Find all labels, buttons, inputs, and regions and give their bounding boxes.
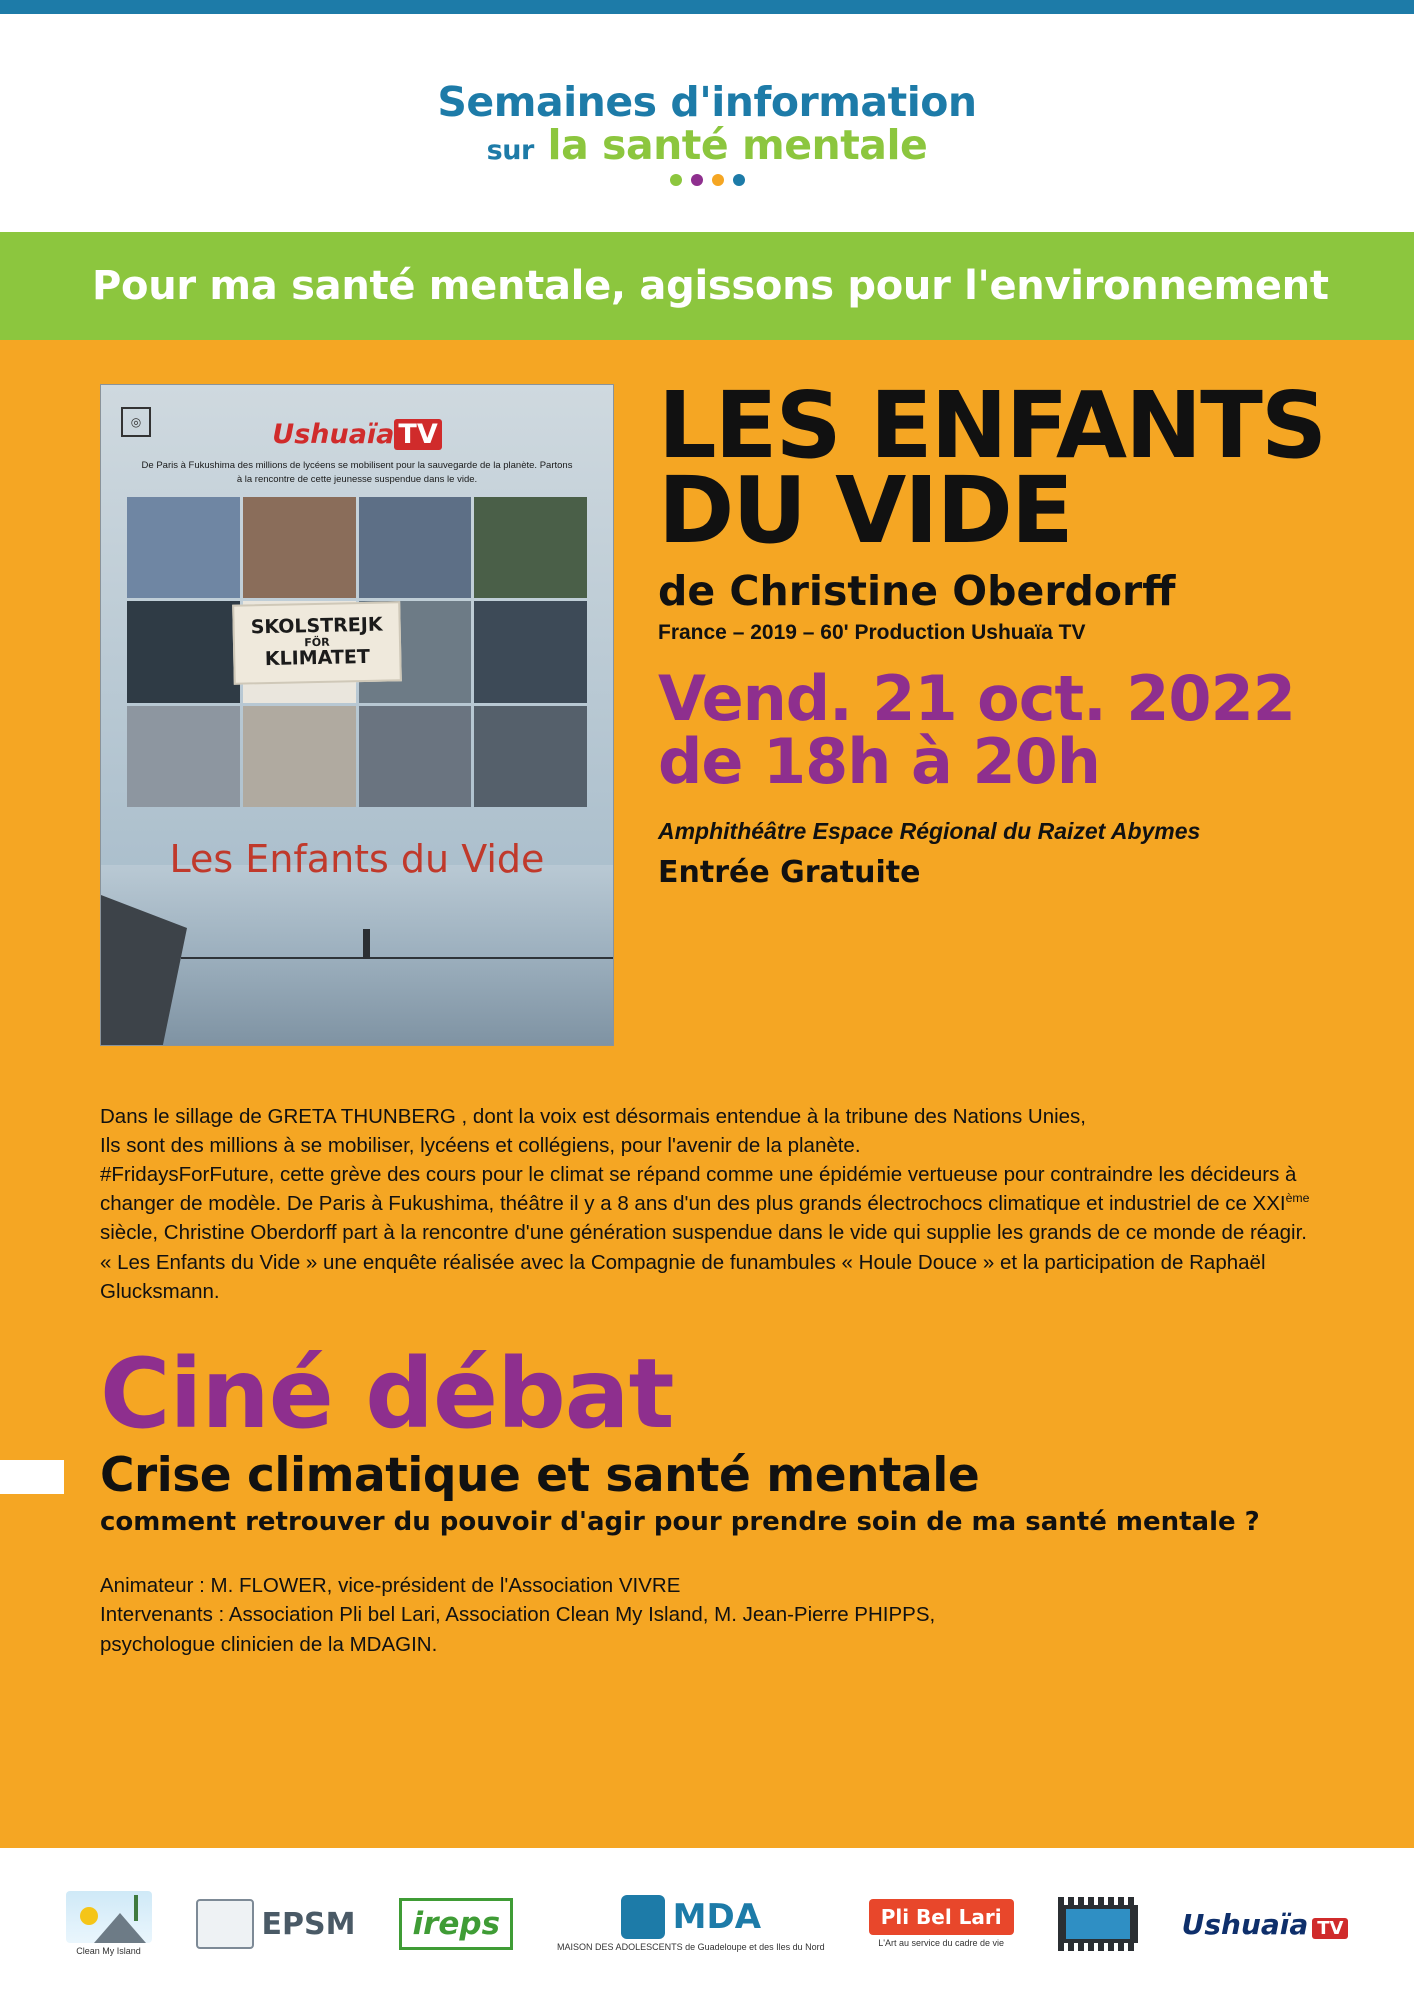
rating-square-icon: ◎	[121, 407, 151, 437]
logo-mda	[557, 1895, 825, 1953]
main-content	[0, 340, 1414, 2000]
collage-tile	[359, 706, 472, 807]
dvd-channel-logo	[101, 419, 613, 450]
synopsis-text	[100, 1102, 1314, 1306]
sism-logo-band	[0, 36, 1414, 232]
ireps-name: ireps	[412, 1906, 501, 1942]
debate-host: Animateur : M. FLOWER, vice-président de l'Association VIVRE	[100, 1573, 681, 1597]
logo-pli-bel-lari	[869, 1899, 1014, 1949]
event-time-line: de 18h à 20h	[658, 725, 1100, 799]
film-title-line1: LES ENFANTS	[658, 372, 1326, 479]
epsm-name: EPSM	[261, 1906, 356, 1942]
event-date-line1: Vend. 21 oct. 2022	[658, 662, 1295, 736]
dvd-seascape	[101, 865, 613, 1045]
sism-logo-sur: sur	[486, 135, 534, 166]
synopsis-paragraph4: « Les Enfants du Vide » une enquête réalisée avec la Compagnie de funambules « Houle Douce » et la participation de Raphaël Glucksmann.	[100, 1250, 1266, 1303]
film-title-line2: DU VIDE	[658, 456, 1072, 564]
partner-logos-footer	[0, 1848, 1414, 2000]
debate-subtitle: Crise climatique et santé mentale	[100, 1447, 980, 1503]
protest-sign	[232, 601, 402, 685]
funambulist-figure	[363, 929, 370, 959]
synopsis-line2: Ils sont des millions à se mobiliser, lycéens et collégiens, pour l'avenir de la planète.	[100, 1134, 861, 1158]
film-row	[0, 340, 1414, 1046]
collage-tile	[359, 497, 472, 598]
dvd-cover-image	[100, 384, 614, 1046]
ushuaia-footer-name: Ushuaïa	[1181, 1907, 1309, 1941]
epsm-lockup	[196, 1899, 356, 1949]
debate-heading: Ciné débat	[100, 1337, 674, 1450]
mountain-icon	[94, 1913, 146, 1943]
logo-epsm	[196, 1899, 356, 1949]
collage-tile	[243, 706, 356, 807]
mda-lockup	[621, 1895, 761, 1939]
pli-bel-lari-name: Pli Bel Lari	[869, 1899, 1014, 1935]
dot-orange-icon	[712, 174, 724, 186]
ushuaia-footer-logo	[1182, 1908, 1349, 1941]
dot-blue-icon	[733, 174, 745, 186]
mda-mark-icon	[621, 1895, 665, 1939]
logo-toffe-festival	[1058, 1897, 1138, 1951]
slogan-text: Pour ma santé mentale, agissons pour l'environnement	[92, 263, 1329, 309]
ireps-box	[399, 1898, 513, 1950]
event-date	[658, 662, 1368, 799]
sign-line3: KLIMATET	[264, 645, 370, 670]
logo-caption: Clean My Island	[76, 1946, 141, 1957]
collage-tile	[127, 706, 240, 807]
palm-icon	[134, 1895, 138, 1921]
debate-speakers-line2: psychologue clinicien de la MDAGIN.	[100, 1633, 438, 1657]
logo-clean-my-island	[66, 1891, 152, 1957]
pli-bel-lari-caption: L'Art au service du cadre de vie	[878, 1938, 1005, 1949]
epsm-mark-icon	[196, 1899, 254, 1949]
film-strip-icon	[1058, 1897, 1138, 1951]
slogan-banner	[0, 232, 1414, 340]
tightrope-line	[181, 957, 613, 959]
sign-line2: FÖR	[304, 635, 330, 650]
synopsis-p3-part2: siècle, Christine Oberdorff part à la rencontre d'une génération suspendue dans le vide qui supplie les grands de ce monde de réagir.	[100, 1221, 1307, 1245]
dvd-cover-title: Les Enfants du Vide	[169, 837, 545, 881]
dvd-tagline: De Paris à Fukushima des millions de lycéens se mobilisent pour la sauvegarde de la planète. Partons à la rencontre de cette jeunesse suspendue dans le vide.	[141, 460, 573, 486]
collage-tile	[243, 497, 356, 598]
logo-ireps	[399, 1898, 513, 1950]
collage-tile	[474, 497, 587, 598]
logo-ushuaia-tv	[1182, 1908, 1349, 1941]
sism-logo-sante-mentale: la santé mentale	[547, 121, 928, 169]
film-details	[658, 372, 1414, 1046]
decor-white-tick	[0, 1460, 64, 1494]
ushuaia-footer-tv: TV	[1312, 1918, 1348, 1939]
logo-dots	[437, 174, 976, 186]
collage-tile	[474, 601, 587, 702]
sism-logo-line2	[437, 121, 976, 169]
dvd-channel-tv: TV	[394, 419, 441, 450]
collage-tile	[127, 497, 240, 598]
sism-logo-line1: Semaines d'information	[437, 78, 977, 126]
film-director: de Christine Oberdorff	[658, 567, 1176, 616]
film-title	[658, 372, 1368, 564]
film-production-info: France – 2019 – 60' Production Ushuaïa TV	[658, 621, 1086, 645]
synopsis-p3-part1: #FridaysForFuture, cette grève des cours pour le climat se répand comme une épidémie vertueuse pour contraindre les décideurs à changer de modèle. De Paris à Fukushima, théâtre il y a 8 ans d'un des plus grands électrochocs climatique et industriel de ce XXI	[100, 1163, 1297, 1216]
sign-line1: SKOLSTREJK	[250, 613, 383, 639]
debate-credits	[100, 1571, 1414, 1660]
mda-caption: MAISON DES ADOLESCENTS de Guadeloupe et des Iles du Nord	[557, 1942, 825, 1953]
event-venue: Amphithéâtre Espace Régional du Raizet Abymes	[658, 817, 1201, 844]
top-blue-bar	[0, 0, 1414, 36]
cliff-shape	[101, 895, 187, 1045]
synopsis-paragraph3	[100, 1160, 1314, 1247]
sism-logo	[437, 78, 977, 186]
film-strip-inner	[1066, 1909, 1130, 1939]
collage-tile	[474, 706, 587, 807]
event-entry-info: Entrée Gratuite	[658, 854, 921, 890]
island-icon	[66, 1891, 152, 1943]
debate-speakers-line1: Intervenants : Association Pli bel Lari, Association Clean My Island, M. Jean-Pierre PHIPPS,	[100, 1603, 936, 1627]
synopsis-p3-sup: ème	[1285, 1191, 1310, 1206]
collage-tile	[127, 601, 240, 702]
dot-green-icon	[670, 174, 682, 186]
debate-question: comment retrouver du pouvoir d'agir pour prendre soin de ma santé mentale ?	[100, 1506, 1260, 1537]
dvd-channel-name: Ushuaïa	[272, 419, 395, 450]
synopsis-line1: Dans le sillage de GRETA THUNBERG , dont la voix est désormais entendue à la tribune des Nations Unies,	[100, 1105, 1087, 1128]
mda-name: MDA	[672, 1897, 762, 1938]
dot-purple-icon	[691, 174, 703, 186]
